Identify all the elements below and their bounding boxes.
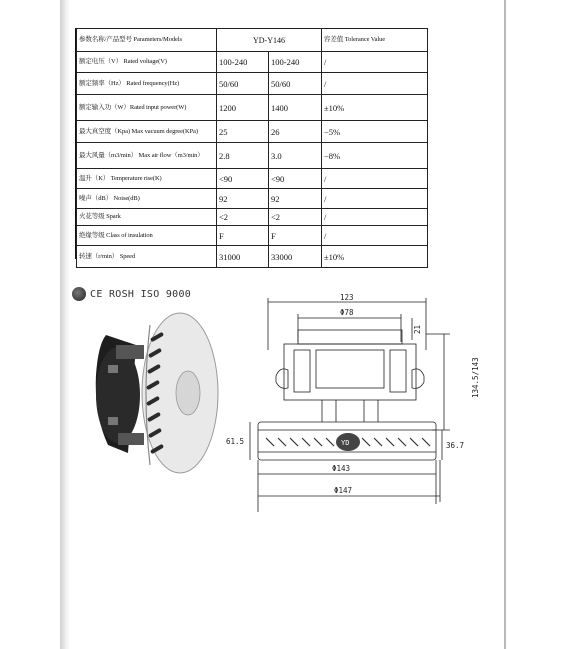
row-tolerance: ±10% <box>322 246 428 268</box>
row-value-2: <2 <box>269 209 322 226</box>
spec-row-insulation <box>77 226 428 246</box>
spec-table <box>76 28 428 268</box>
row-value-2: 33000 <box>269 246 322 268</box>
dim-label-phi143: Φ143 <box>332 464 351 473</box>
row-value-2: 3.0 <box>269 143 322 169</box>
row-tolerance: ±10% <box>322 95 428 121</box>
terminal-left <box>276 369 288 389</box>
page-edge-shadow <box>60 0 70 649</box>
spec-row-frequency <box>77 73 428 95</box>
spec-row-power <box>77 95 428 121</box>
fan-hub <box>176 371 200 415</box>
row-value-1: F <box>217 226 269 246</box>
row-label: 额定输入功（W）Rated input power(W) <box>77 95 217 121</box>
header-tolerance-label: 容差值 Tolerance Value <box>322 29 428 52</box>
row-value-2: 92 <box>269 189 322 209</box>
row-label: 额定电压（V） Rated voltage(V) <box>77 52 217 73</box>
dim-label-123: 123 <box>340 293 354 302</box>
motor-housing <box>96 347 140 443</box>
terminal-right <box>412 369 424 389</box>
row-tolerance: / <box>322 169 428 189</box>
row-value-1: 25 <box>217 121 269 143</box>
row-value-2: F <box>269 226 322 246</box>
row-value-1: 100-240 <box>217 52 269 73</box>
spec-row-noise <box>77 189 428 209</box>
row-value-2: 100-240 <box>269 52 322 73</box>
row-label: 绝缘等级 Class of insulation <box>77 226 217 246</box>
certification-text: CE ROSH ISO 9000 <box>90 288 192 300</box>
dim-label-height: 134.5/143 <box>471 357 480 398</box>
row-label: 火花等级 Spark <box>77 209 217 226</box>
dim-label-36-7: 36.7 <box>446 441 465 450</box>
row-tolerance: / <box>322 73 428 95</box>
carbon-brush-lower <box>108 417 118 425</box>
motor-cap <box>298 330 402 344</box>
spec-row-airflow <box>77 143 428 169</box>
motor-bracket <box>116 345 144 359</box>
row-value-1: 92 <box>217 189 269 209</box>
certification-line <box>72 286 191 302</box>
brush-holder-right <box>390 350 406 392</box>
motor-photo <box>88 305 228 475</box>
row-label: 最大风量（m3/min） Max air flow（m3/min） <box>77 143 217 169</box>
dim-label-61-5: 61.5 <box>226 437 245 446</box>
row-tolerance: / <box>322 52 428 73</box>
row-tolerance: / <box>322 189 428 209</box>
row-value-1: <2 <box>217 209 269 226</box>
spec-table-header <box>77 29 428 52</box>
row-label: 噪声（dB） Noise(dB) <box>77 189 217 209</box>
header-model: YD-Y146 <box>217 29 322 52</box>
row-tolerance: −5% <box>322 121 428 143</box>
row-tolerance: −8% <box>322 143 428 169</box>
armature-block <box>316 350 384 388</box>
row-label: 温升（K） Temperature rise(K) <box>77 169 217 189</box>
carbon-brush <box>108 365 118 373</box>
spec-row-temperature <box>77 169 428 189</box>
technical-drawing <box>226 290 481 520</box>
page-right-edge <box>504 0 506 649</box>
row-value-2: <90 <box>269 169 322 189</box>
spec-row-speed <box>77 246 428 268</box>
row-value-2: 50/60 <box>269 73 322 95</box>
row-value-1: 50/60 <box>217 73 269 95</box>
dim-label-phi147: Φ147 <box>334 486 353 495</box>
row-label: 最大真空度（Kpa) Max vacuum degree(KPa) <box>77 121 217 143</box>
row-value-2: 26 <box>269 121 322 143</box>
row-value-1: <90 <box>217 169 269 189</box>
motor-bracket-lower <box>118 433 144 445</box>
row-tolerance: / <box>322 226 428 246</box>
row-label: 转速（r/min） Speed <box>77 246 217 268</box>
brush-holder-left <box>294 350 310 392</box>
row-value-1: 1200 <box>217 95 269 121</box>
row-value-1: 31000 <box>217 246 269 268</box>
row-label: 额定频率（Hz） Rated frequency(Hz) <box>77 73 217 95</box>
spec-row-voltage <box>77 52 428 73</box>
row-value-2: 1400 <box>269 95 322 121</box>
brand-logo-icon <box>72 287 86 301</box>
row-tolerance: / <box>322 209 428 226</box>
header-param-label: 参数名称/产品型号 Parameters/Models <box>77 29 217 52</box>
dim-label-phi78: Φ78 <box>340 308 354 317</box>
row-value-1: 2.8 <box>217 143 269 169</box>
fan-logo-text: YD <box>341 439 350 447</box>
spec-row-spark <box>77 209 428 226</box>
spec-row-vacuum <box>77 121 428 143</box>
dim-label-21: 21 <box>413 324 422 334</box>
